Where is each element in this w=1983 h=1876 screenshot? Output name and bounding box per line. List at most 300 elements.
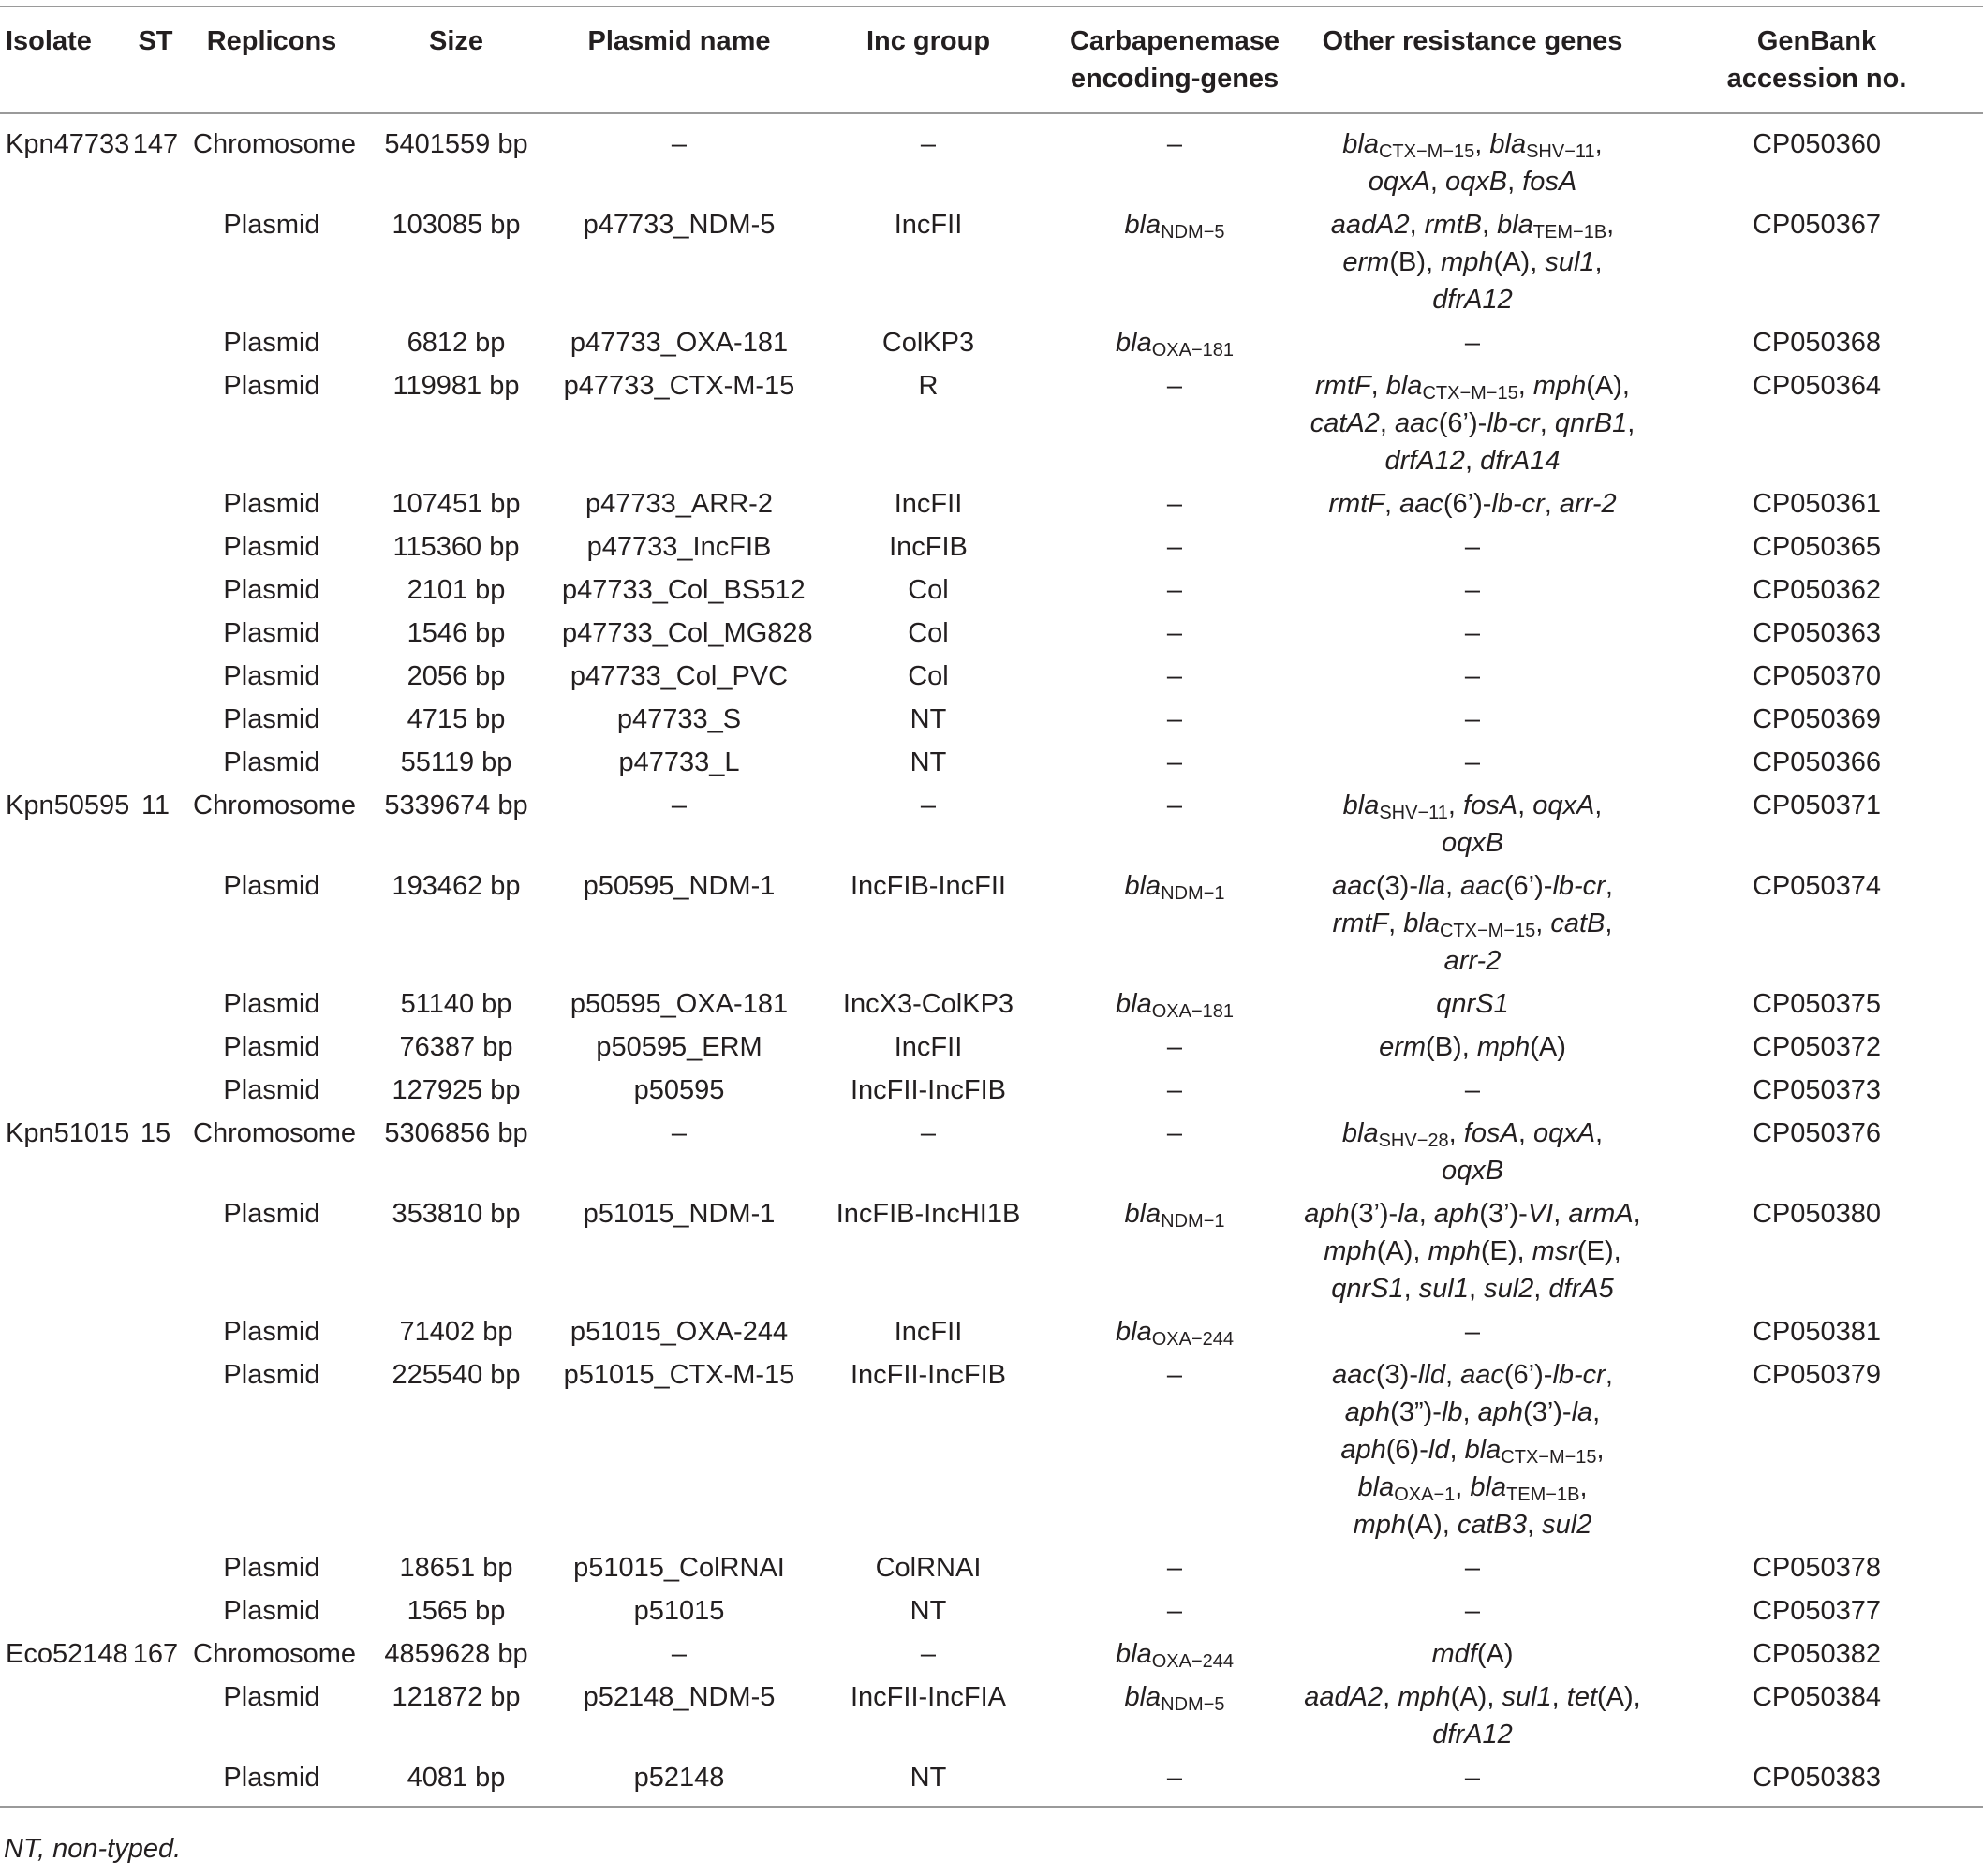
gene-name: bla [1124, 210, 1162, 240]
gene-name: bla [1341, 1118, 1379, 1148]
cell-genbank-accession: CP050374 [1752, 871, 1882, 901]
header-st: ST [138, 26, 173, 56]
table-row [0, 321, 1983, 364]
cell-genbank-accession: CP050377 [1752, 1596, 1882, 1626]
gene-line [1300, 206, 1645, 244]
gene-line [1300, 614, 1645, 652]
cell-size: 127925 bp [392, 1075, 521, 1105]
gene-name: mph [1353, 1510, 1407, 1540]
gene-text: , [1517, 790, 1533, 820]
cell-genbank-accession: CP050375 [1752, 989, 1882, 1019]
cell-size: 18651 bp [399, 1553, 513, 1583]
cell-other-genes [1295, 321, 1650, 364]
gene-line [1300, 1071, 1645, 1109]
gene-name: aph [1340, 1435, 1386, 1465]
gene-name: bla [1342, 790, 1380, 820]
cell-plasmid-name: – [671, 1639, 688, 1669]
cell-other-genes [1295, 1310, 1650, 1353]
cell-inc-group: Col [908, 661, 949, 691]
cell-carbapenemase [1055, 1632, 1295, 1676]
gene-line [1300, 1028, 1645, 1066]
cell-inc-group: Col [908, 618, 949, 648]
gene-name: arr-2 [1443, 946, 1502, 976]
gene-line [1300, 442, 1645, 480]
gene-text: , [1527, 1510, 1543, 1540]
gene-subscript: CTX−M−15 [1378, 141, 1475, 162]
gene-text: , [1605, 1360, 1613, 1390]
gene-name: erm [1342, 247, 1390, 277]
gene-name: lb-cr [1491, 489, 1545, 519]
cell-carbapenemase [1055, 1756, 1295, 1807]
gene-text: , [1481, 210, 1498, 240]
header-isolate: Isolate [6, 26, 92, 56]
table-row [0, 1632, 1983, 1676]
gene-text: – [1464, 1553, 1481, 1583]
cell-inc-group: IncFIB [889, 532, 968, 562]
gene-text: , [1517, 371, 1533, 401]
cell-plasmid-name: p52148_NDM-5 [583, 1682, 776, 1712]
cell-genbank-accession: CP050371 [1752, 790, 1882, 820]
cell-genbank-accession: CP050376 [1752, 1118, 1882, 1148]
gene-text: (6’)- [1503, 1360, 1553, 1390]
cell-genbank-accession: CP050369 [1752, 704, 1882, 734]
cell-replicon: Plasmid [223, 489, 320, 519]
gene-name: sul1 [1545, 247, 1595, 277]
cell-isolate: Eco52148 [6, 1639, 128, 1669]
gene-text: , [1448, 1118, 1464, 1148]
gene-line [1300, 1678, 1645, 1716]
gene-text: – [1166, 1596, 1183, 1626]
cell-st [124, 1353, 187, 1546]
gene-text: (6’)- [1443, 489, 1492, 519]
cell-plasmid-name: p50595_OXA-181 [570, 989, 789, 1019]
cell-carbapenemase [1055, 113, 1295, 203]
cell-size: 353810 bp [392, 1199, 521, 1229]
gene-text: , [1594, 247, 1603, 277]
gene-line [1300, 1356, 1645, 1394]
gene-name: bla [1470, 1472, 1507, 1502]
cell-replicon: Plasmid [223, 1682, 320, 1712]
cell-carbapenemase [1055, 655, 1295, 698]
gene-name: sul1 [1418, 1274, 1469, 1304]
gene-text: (3’)- [1349, 1199, 1398, 1229]
table-row [0, 1676, 1983, 1756]
table-row [0, 569, 1983, 612]
cell-size: 225540 bp [392, 1360, 521, 1390]
gene-name: lla [1417, 871, 1445, 901]
gene-name: aac [1332, 1360, 1376, 1390]
gene-subscript: SHV−28 [1378, 1130, 1449, 1151]
gene-name: aac [1460, 871, 1504, 901]
gene-text: , [1418, 1199, 1434, 1229]
cell-st [124, 1676, 187, 1756]
gene-text: – [1166, 1360, 1183, 1390]
gene-text: , [1595, 1118, 1604, 1148]
cell-inc-group: NT [910, 1596, 947, 1626]
table-row [0, 655, 1983, 698]
cell-isolate [0, 1026, 124, 1069]
cell-replicon: Plasmid [223, 1596, 320, 1626]
cell-isolate [0, 1589, 124, 1632]
gene-line [1300, 367, 1645, 405]
gene-name: bla [1124, 871, 1162, 901]
cell-st [124, 741, 187, 784]
gene-name: aadA2 [1330, 210, 1410, 240]
gene-name: bla [1403, 908, 1440, 938]
gene-text: – [1166, 747, 1183, 777]
cell-st [124, 1756, 187, 1807]
gene-text: , [1596, 1435, 1605, 1465]
header-genbank [1650, 7, 1983, 113]
gene-name: dfrA12 [1432, 285, 1513, 315]
cell-isolate [0, 1676, 124, 1756]
gene-text: – [1166, 532, 1183, 562]
gene-name: qnrS1 [1436, 989, 1509, 1019]
gene-text: , [1551, 1682, 1567, 1712]
cell-genbank-accession: CP050382 [1752, 1639, 1882, 1669]
gene-text: , [1409, 210, 1425, 240]
gene-line [1300, 1152, 1645, 1189]
cell-inc-group: IncFIB-IncFII [851, 871, 1006, 901]
table-row [0, 864, 1983, 982]
table-row [0, 203, 1983, 321]
gene-line [1300, 787, 1645, 824]
gene-text: , [1533, 1274, 1549, 1304]
gene-name: lb-cr [1552, 1360, 1606, 1390]
gene-text: (3)- [1375, 1360, 1418, 1390]
cell-st [124, 321, 187, 364]
gene-text: , [1517, 1118, 1533, 1148]
gene-text: – [1166, 704, 1183, 734]
gene-subscript: TEM−1B [1506, 1485, 1580, 1505]
gene-text: , [1605, 871, 1613, 901]
table-row [0, 1353, 1983, 1546]
gene-name: ld [1428, 1435, 1450, 1465]
gene-line [1300, 1592, 1645, 1630]
gene-text: , [1544, 489, 1560, 519]
gene-name: lb-cr [1552, 871, 1606, 901]
cell-carbapenemase [1055, 784, 1295, 864]
cell-replicon: Plasmid [223, 575, 320, 605]
cell-other-genes [1295, 1546, 1650, 1589]
gene-line [1300, 405, 1645, 442]
gene-line [1300, 281, 1645, 318]
gene-name: sul1 [1502, 1682, 1552, 1712]
cell-isolate [0, 655, 124, 698]
header-genbank-line2: accession no. [1726, 64, 1907, 94]
gene-name: mdf [1431, 1639, 1477, 1669]
cell-other-genes [1295, 525, 1650, 569]
table-row [0, 741, 1983, 784]
cell-carbapenemase [1055, 569, 1295, 612]
gene-subscript: NDM−1 [1161, 1211, 1225, 1232]
cell-st [124, 982, 187, 1026]
cell-isolate [0, 364, 124, 482]
gene-name: oqxB [1444, 167, 1508, 197]
cell-genbank-accession: CP050368 [1752, 328, 1882, 358]
cell-plasmid-name: p51015_CTX-M-15 [563, 1360, 795, 1390]
gene-text: (A), [1597, 1682, 1641, 1712]
cell-isolate: Kpn47733 [6, 129, 130, 159]
cell-plasmid-name: p50595 [633, 1075, 725, 1105]
gene-text: (E), [1480, 1236, 1532, 1266]
cell-inc-group: IncFII [894, 1317, 963, 1347]
gene-name: VI [1527, 1199, 1554, 1229]
gene-name: bla [1116, 989, 1152, 1019]
cell-other-genes [1295, 1353, 1650, 1546]
gene-text: (3)- [1375, 871, 1418, 901]
gene-line [1300, 1431, 1645, 1469]
gene-name: msr [1532, 1236, 1577, 1266]
gene-line [1300, 163, 1645, 200]
cell-carbapenemase [1055, 1112, 1295, 1192]
cell-size: 51140 bp [400, 989, 512, 1019]
cell-size: 76387 bp [399, 1032, 513, 1062]
gene-text: , [1535, 908, 1551, 938]
gene-name: catA2 [1310, 408, 1380, 438]
gene-text: , [1384, 489, 1400, 519]
gene-subscript: OXA−1 [1394, 1485, 1456, 1505]
cell-plasmid-name: p47733_L [618, 747, 740, 777]
gene-text: (A), [1493, 247, 1546, 277]
gene-text: , [1370, 371, 1386, 401]
gene-name: rmtF [1332, 908, 1389, 938]
gene-line [1300, 657, 1645, 695]
gene-text: – [1464, 575, 1481, 605]
cell-size: 1546 bp [407, 618, 506, 648]
gene-text: , [1507, 167, 1523, 197]
cell-replicon: Plasmid [223, 328, 320, 358]
gene-text: , [1462, 1397, 1478, 1427]
cell-other-genes [1295, 1632, 1650, 1676]
gene-name: bla [1116, 328, 1152, 358]
gene-name: bla [1357, 1472, 1395, 1502]
table-row [0, 698, 1983, 741]
gene-line [1300, 528, 1645, 566]
cell-size: 5339674 bp [384, 790, 528, 820]
gene-name: bla [1342, 129, 1379, 159]
gene-text: (A), [1450, 1682, 1502, 1712]
cell-st [124, 1310, 187, 1353]
gene-text: – [1166, 618, 1183, 648]
gene-subscript: SHV−11 [1379, 803, 1448, 823]
gene-text: , [1383, 1682, 1398, 1712]
table-row [0, 113, 1983, 203]
gene-line [1300, 701, 1645, 738]
header-row [0, 7, 1983, 113]
table-row [0, 364, 1983, 482]
cell-other-genes [1295, 1112, 1650, 1192]
gene-name: bla [1116, 1317, 1152, 1347]
gene-name: dfrA5 [1548, 1274, 1614, 1304]
gene-name: dfrA14 [1480, 446, 1561, 476]
gene-name: aph [1477, 1397, 1524, 1427]
gene-name: rmtF [1315, 371, 1371, 401]
gene-name: oqxA [1532, 790, 1595, 820]
cell-st [124, 655, 187, 698]
gene-text: – [1464, 661, 1481, 691]
cell-replicon: Plasmid [223, 661, 320, 691]
gene-name: aph [1344, 1397, 1391, 1427]
gene-name: mph [1324, 1236, 1377, 1266]
gene-name: mph [1428, 1236, 1481, 1266]
cell-carbapenemase [1055, 482, 1295, 525]
cell-other-genes [1295, 1192, 1650, 1310]
cell-st [124, 698, 187, 741]
gene-text: (6)- [1385, 1435, 1428, 1465]
table-row [0, 1069, 1983, 1112]
cell-isolate [0, 569, 124, 612]
gene-text: – [1166, 1118, 1183, 1148]
gene-text: – [1166, 1553, 1183, 1583]
cell-inc-group: IncFII [894, 489, 963, 519]
cell-other-genes [1295, 741, 1650, 784]
cell-isolate [0, 1546, 124, 1589]
cell-other-genes [1295, 569, 1650, 612]
gene-name: bla [1124, 1682, 1162, 1712]
gene-name: aadA2 [1304, 1682, 1384, 1712]
cell-replicon: Plasmid [223, 1763, 320, 1793]
cell-carbapenemase [1055, 1192, 1295, 1310]
cell-genbank-accession: CP050366 [1752, 747, 1882, 777]
cell-plasmid-name: p47733_OXA-181 [570, 328, 789, 358]
gene-text: – [1166, 1075, 1183, 1105]
cell-inc-group: ColKP3 [881, 328, 975, 358]
gene-name: aac [1460, 1360, 1504, 1390]
cell-plasmid-name: p47733_Col_MG828 [562, 618, 813, 648]
gene-text: , [1429, 167, 1445, 197]
gene-text: – [1464, 618, 1481, 648]
cell-isolate: Kpn50595 [6, 790, 130, 820]
gene-line [1300, 1195, 1645, 1233]
cell-isolate [0, 1192, 124, 1310]
cell-size: 1565 bp [407, 1596, 506, 1626]
gene-subscript: OXA−244 [1151, 1329, 1234, 1350]
gene-subscript: SHV−11 [1526, 141, 1595, 162]
gene-text: , [1605, 908, 1613, 938]
gene-line [1300, 1506, 1645, 1544]
cell-st [124, 482, 187, 525]
gene-line [1300, 1115, 1645, 1152]
gene-text: (A), [1376, 1236, 1428, 1266]
gene-line [1300, 1313, 1645, 1351]
gene-name: sul2 [1484, 1274, 1534, 1304]
cell-carbapenemase [1055, 203, 1295, 321]
cell-carbapenemase [1055, 525, 1295, 569]
gene-text: , [1627, 408, 1635, 438]
gene-line [1300, 867, 1645, 905]
gene-subscript: TEM−1B [1532, 222, 1607, 243]
gene-name: erm [1379, 1032, 1427, 1062]
gene-text: , [1594, 129, 1603, 159]
gene-line [1300, 126, 1645, 163]
cell-other-genes [1295, 482, 1650, 525]
cell-size: 4081 bp [407, 1763, 506, 1793]
cell-inc-group: IncX3-ColKP3 [842, 989, 1014, 1019]
gene-text: – [1166, 489, 1183, 519]
gene-line [1300, 1469, 1645, 1506]
header-genbank-line1: GenBank [1756, 26, 1877, 56]
gene-text: – [1166, 661, 1183, 691]
gene-name: oqxA [1532, 1118, 1596, 1148]
cell-st [124, 364, 187, 482]
gene-text: , [1447, 790, 1464, 820]
gene-text: – [1464, 1596, 1481, 1626]
cell-genbank-accession: CP050384 [1752, 1682, 1882, 1712]
cell-size: 119981 bp [392, 371, 520, 401]
gene-text: , [1388, 908, 1404, 938]
gene-text: , [1553, 1199, 1569, 1229]
cell-replicon: Plasmid [223, 371, 320, 401]
cell-inc-group: Col [908, 575, 949, 605]
gene-name: fosA [1463, 790, 1518, 820]
gene-text: – [1464, 1317, 1481, 1347]
cell-other-genes [1295, 1069, 1650, 1112]
gene-line [1300, 571, 1645, 609]
gene-name: tet [1566, 1682, 1598, 1712]
gene-name: aac [1332, 871, 1376, 901]
table-header [0, 7, 1983, 113]
cell-inc-group: IncFII [894, 210, 963, 240]
cell-replicon: Chromosome [193, 1639, 357, 1669]
gene-line [1300, 1635, 1645, 1673]
cell-carbapenemase [1055, 698, 1295, 741]
table-row [0, 482, 1983, 525]
cell-other-genes [1295, 864, 1650, 982]
cell-replicon: Plasmid [223, 989, 320, 1019]
cell-plasmid-name: p52148 [633, 1763, 725, 1793]
gene-name: sul2 [1542, 1510, 1592, 1540]
gene-name: mph [1476, 1032, 1531, 1062]
cell-replicon: Plasmid [223, 871, 320, 901]
cell-inc-group: R [918, 371, 939, 401]
cell-other-genes [1295, 612, 1650, 655]
cell-plasmid-name: p50595_ERM [596, 1032, 762, 1062]
cell-size: 55119 bp [400, 747, 512, 777]
cell-genbank-accession: CP050360 [1752, 129, 1882, 159]
table-row [0, 784, 1983, 864]
gene-text: – [1464, 704, 1481, 734]
table-body [0, 113, 1983, 1807]
gene-text: – [1166, 790, 1183, 820]
cell-st [124, 1026, 187, 1069]
header-carbapenemase-line2: encoding-genes [1070, 64, 1280, 94]
gene-name: bla [1385, 371, 1423, 401]
cell-carbapenemase [1055, 1353, 1295, 1546]
cell-replicon: Plasmid [223, 618, 320, 648]
gene-text: – [1166, 575, 1183, 605]
table-row [0, 1112, 1983, 1192]
gene-text: (A), [1586, 371, 1630, 401]
gene-line [1300, 905, 1645, 942]
cell-plasmid-name: p47733_Col_BS512 [562, 575, 806, 605]
gene-subscript: NDM−1 [1161, 883, 1225, 904]
cell-isolate [0, 203, 124, 321]
resistance-table [0, 6, 1983, 1808]
cell-inc-group: ColRNAI [875, 1553, 982, 1583]
cell-st: 11 [141, 790, 170, 820]
gene-name: aac [1395, 408, 1439, 438]
cell-size: 4859628 bp [384, 1639, 528, 1669]
gene-name: la [1398, 1199, 1419, 1229]
cell-inc-group: – [920, 1639, 937, 1669]
gene-line [1300, 985, 1645, 1023]
gene-name: arr-2 [1559, 489, 1617, 519]
gene-name: armA [1568, 1199, 1634, 1229]
gene-name: bla [1116, 1639, 1152, 1669]
gene-line [1300, 1394, 1645, 1431]
cell-inc-group: – [920, 790, 937, 820]
